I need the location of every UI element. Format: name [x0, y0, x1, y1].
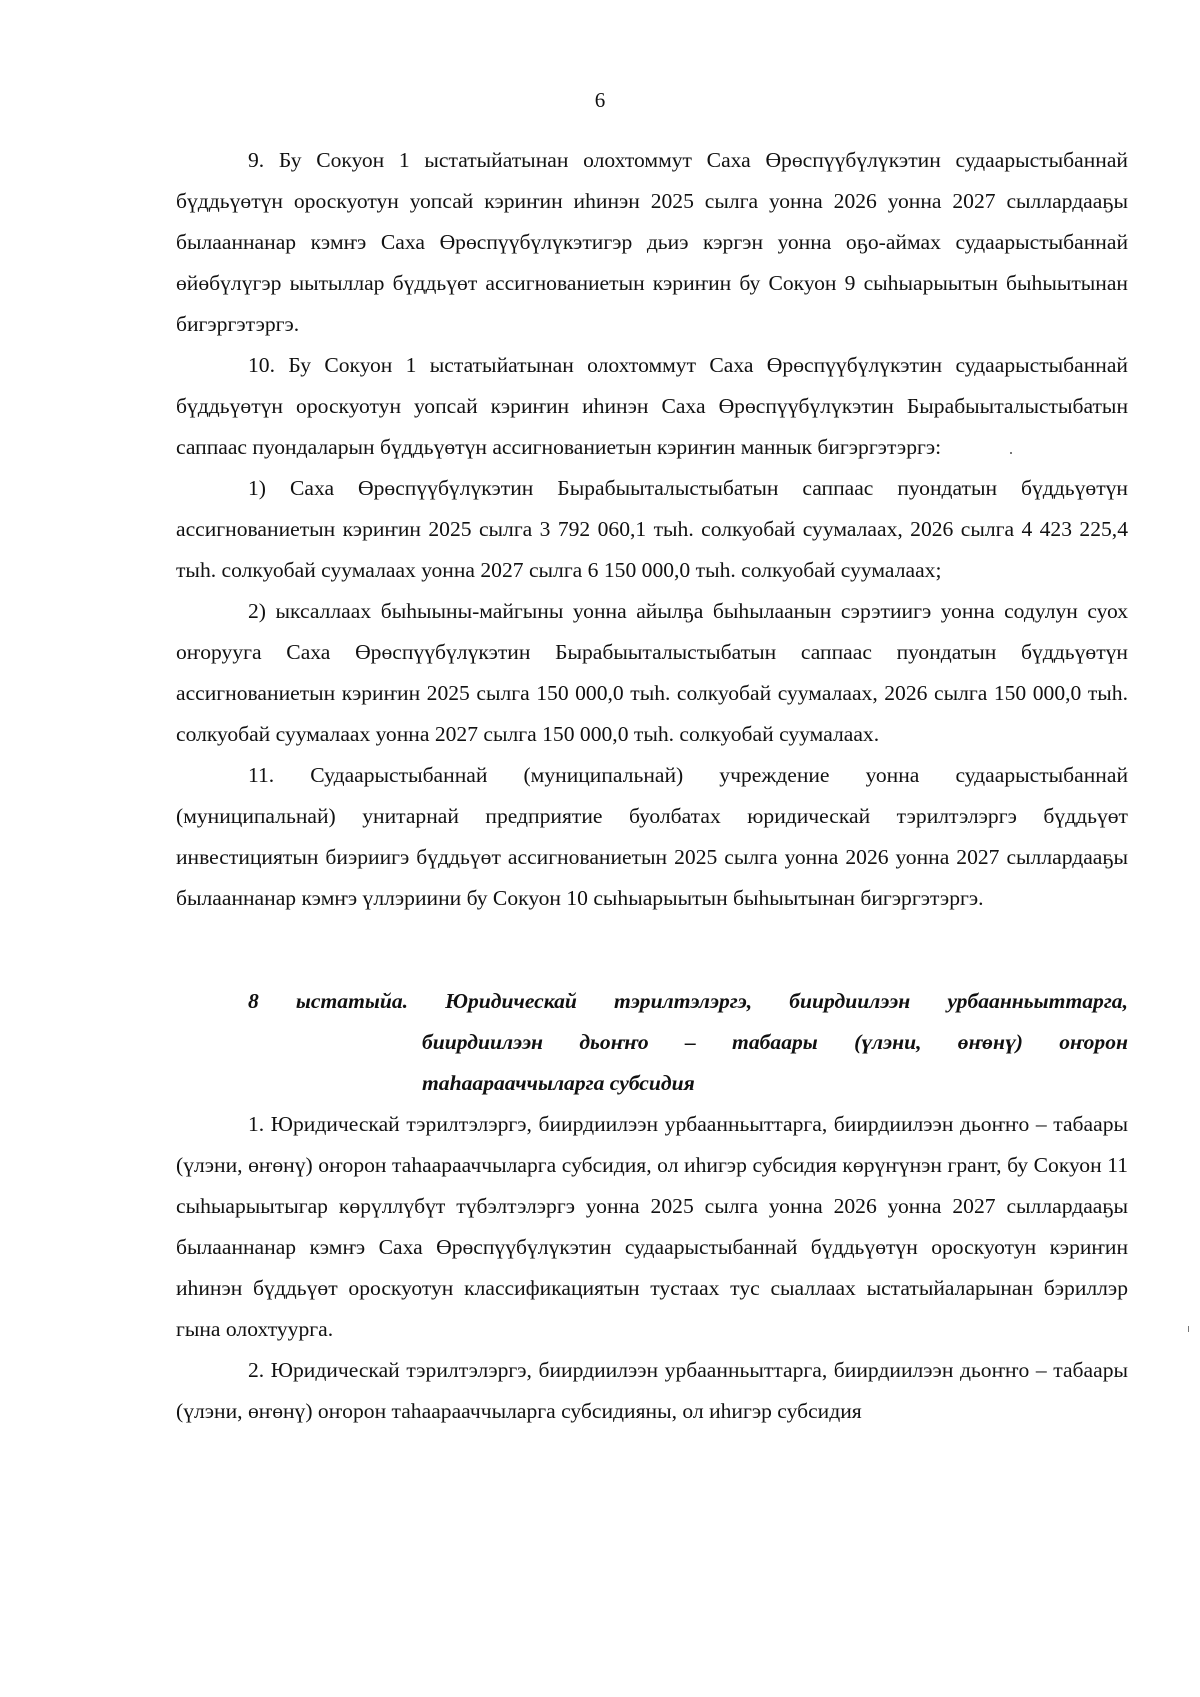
- paragraph-item-9: 9. Бу Сокуон 1 ыстатыйатынан олохтоммут Саха Өрөспүүбүлүкэтин судаарыстыбаннай бүддьүөтүн ороскуотун уопсай кэриҥин иһинэн 2025 сылга уонна 2026 уонна 2027 сыллардааҕы былааннанар кэмҥэ Саха Өрөспүүбүлүкэтигэр дьиэ кэргэн уонна оҕо-аймах судаарыстыбаннай өйөбүлүгэр ыытыллар бүддьүөт ассигнованиетын кэриҥин бу Сокуон 9 сыһыарыытын быһыытынан бигэргэтэргэ.: [176, 148, 1128, 336]
- article-paragraph-1: 1. Юридическай тэрилтэлэргэ, биирдиилээн урбаанньыттарга, биирдиилээн дьоҥҥо – табаары (үлэни, өҥөнү) оҥорон таһаарааччыларга субсидия, ол иһигэр субсидия көрүҥүнэн грант, бу Сокуон 11 сыһыарыытыгар көрүллүбүт түбэлтэлэргэ уонна 2025 сылга уонна 2026 уонна 2027 сыллардааҕы былааннанар кэмҥэ Саха Өрөспүүбүлүкэтин судаарыстыбаннай бүддьүөтүн ороскуотун кэриҥин иһинэн бүддьүөт ороскуотун классификациятын тустаах тус сыаллаах ыстатыйаларынан бэриллэр гына олохтуурга.: [176, 1112, 1128, 1341]
- article-heading-line-1: 8 ыстатыйа. Юридическай тэрилтэлэргэ, биирдиилээн урбаанньыттарга,: [248, 989, 1128, 1013]
- article-heading-continuation: [176, 1022, 1128, 1104]
- article-heading-line-3: таһаарааччыларга субсидия: [422, 1071, 695, 1095]
- scan-speck: [1010, 452, 1012, 454]
- paragraph-item-10: 10. Бу Сокуон 1 ыстатыйатынан олохтоммут Саха Өрөспүүбүлүкэтин судаарыстыбаннай бүддьүөтүн ороскуотун уопсай кэриҥин иһинэн Саха Өрөспүүбүлүкэтин Бырабыыталыстыбатын саппаас пуондаларын бүддьүөтүн ассигнованиетын кэриҥин маннык бигэргэтэргэ:: [176, 353, 1128, 459]
- scan-edge-mark: [1188, 1326, 1189, 1332]
- page-body: [176, 140, 1128, 1432]
- section-spacer: [176, 919, 1128, 981]
- paragraph-subitem-1: 1) Саха Өрөспүүбүлүкэтин Бырабыыталыстыбатын саппаас пуондатын бүддьүөтүн ассигнованиетын кэриҥин 2025 сылга 3 792 060,1 тыһ. солкуобай суумалаах, 2026 сылга 4 423 225,4 тыһ. солкуобай суумалаах уонна 2027 сылга 6 150 000,0 тыһ. солкуобай суумалаах;: [176, 476, 1128, 582]
- paragraph-subitem-2: 2) ыксаллаах быһыыны-майгыны уонна айылҕа быһылаанын сэрэтиигэ уонна содулун суох оҥоруугa Саха Өрөспүүбүлүкэтин Бырабыыталыстыбатын саппаас пуондатын бүддьүөтүн ассигнованиетын кэриҥин 2025 сылга 150 000,0 тыһ. солкуобай суумалаах, 2026 сылга 150 000,0 тыһ. солкуобай суумалаах уонна 2027 сылга 150 000,0 тыһ. солкуобай суумалаах.: [176, 599, 1128, 746]
- article-paragraph-2: 2. Юридическай тэрилтэлэргэ, биирдиилээн урбаанньыттарга, биирдиилээн дьоҥҥо – табаары (үлэни, өҥөнү) оҥорон таһаарааччыларга субсидияны, ол иһигэр субсидия: [176, 1358, 1128, 1423]
- page-number: 6: [594, 88, 606, 112]
- paragraph-item-11: 11. Судаарыстыбаннай (муниципальнай) учреждение уонна судаарыстыбаннай (муниципальнай) унитарнай предприятие буолбатах юридическай тэрилтэлэргэ бүддьүөт инвестициятын биэриигэ бүддьүөт ассигнованиетын 2025 сылга уонна 2026 уонна 2027 сыллардааҕы былааннанар кэмҥэ үллэриини бу Сокуон 10 сыһыарыытын быһыытынан бигэргэтэргэ.: [176, 763, 1128, 910]
- article-heading-line-2: биирдиилээн дьоҥҥо – табаары (үлэни, өҥөнү) оҥорон: [422, 1030, 1128, 1054]
- article-heading: [176, 981, 1128, 1104]
